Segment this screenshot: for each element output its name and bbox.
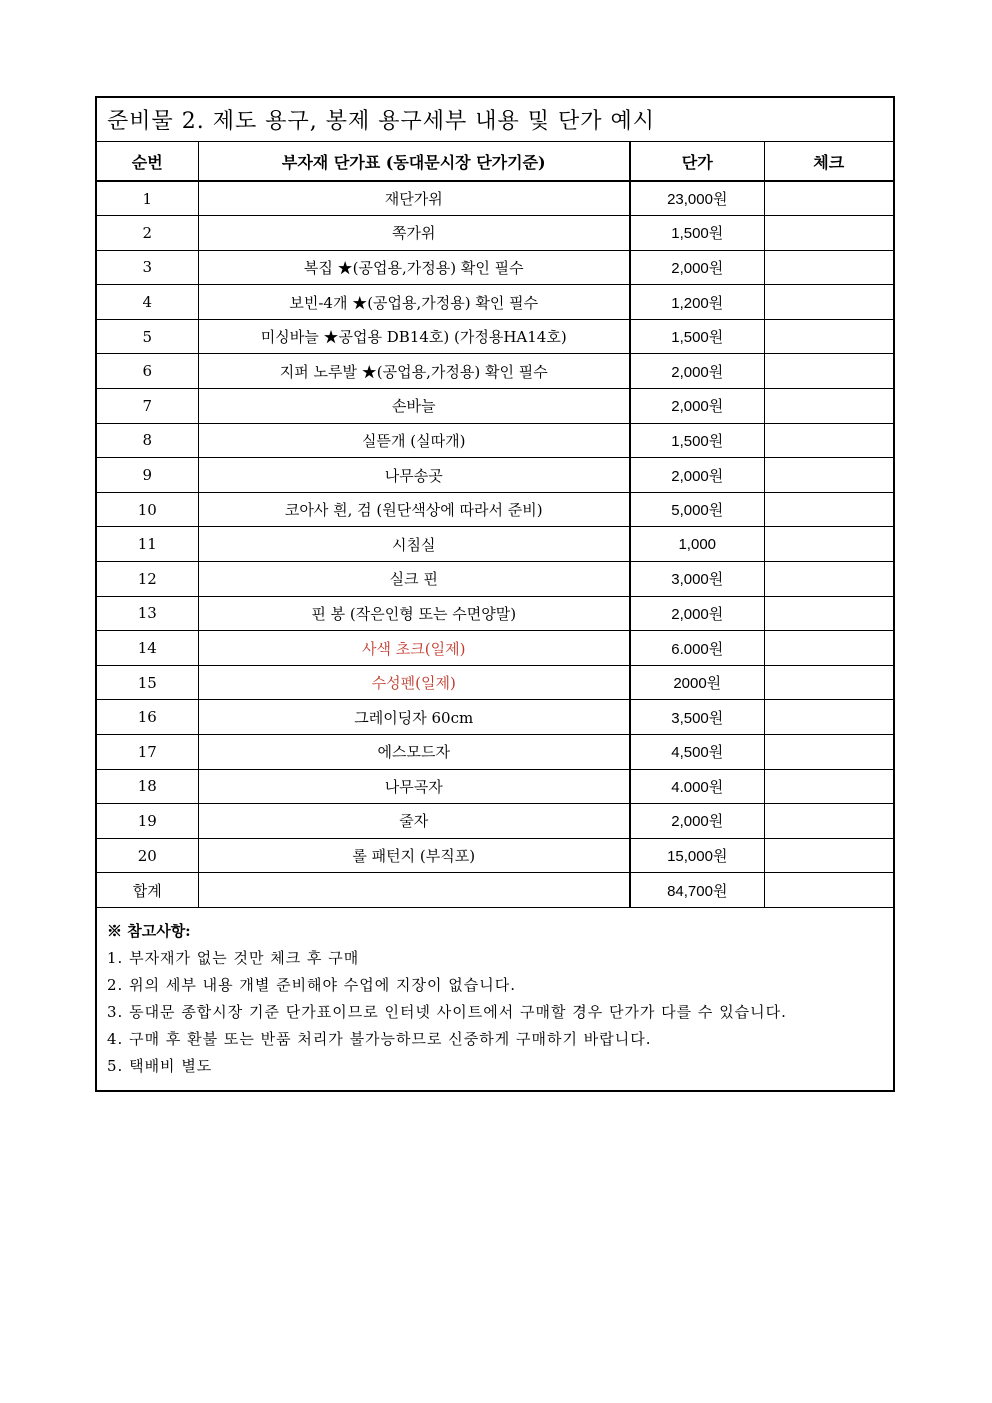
- row-item-name: 보빈-4개 ★(공업용,가정용) 확인 필수: [198, 285, 630, 320]
- row-number: 16: [97, 700, 198, 735]
- row-check-cell[interactable]: [764, 769, 893, 804]
- row-item-name: 미싱바늘 ★공업용 DB14호) (가정용HA14호): [198, 319, 630, 354]
- row-price: 1,200원: [630, 285, 764, 320]
- row-price: 2,000원: [630, 804, 764, 839]
- row-price: 2,000원: [630, 389, 764, 424]
- header-no: 순번: [97, 142, 198, 181]
- row-price: 2000원: [630, 665, 764, 700]
- row-check-cell[interactable]: [764, 354, 893, 389]
- row-check-cell[interactable]: [764, 250, 893, 285]
- row-item-name: 복집 ★(공업용,가정용) 확인 필수: [198, 250, 630, 285]
- row-check-cell[interactable]: [764, 562, 893, 597]
- row-number: 8: [97, 423, 198, 458]
- row-item-name: 실크 핀: [198, 562, 630, 597]
- table-row: [97, 804, 893, 839]
- total-item: [198, 873, 630, 908]
- table-row: [97, 700, 893, 735]
- row-check-cell[interactable]: [764, 804, 893, 839]
- table-row: [97, 423, 893, 458]
- row-price: 23,000원: [630, 181, 764, 216]
- note-line: 1. 부자재가 없는 것만 체크 후 구매: [107, 948, 360, 967]
- row-number: 17: [97, 735, 198, 770]
- row-item-name: 나무곡자: [198, 769, 630, 804]
- table-row: [97, 735, 893, 770]
- table-row: [97, 562, 893, 597]
- table-row: [97, 596, 893, 631]
- row-number: 14: [97, 631, 198, 666]
- row-number: 20: [97, 838, 198, 873]
- row-item-name: 핀 봉 (작은인형 또는 수면양말): [198, 596, 630, 631]
- row-price: 2,000원: [630, 596, 764, 631]
- row-number: 7: [97, 389, 198, 424]
- row-number: 19: [97, 804, 198, 839]
- row-number: 9: [97, 458, 198, 493]
- row-price: 1,500원: [630, 423, 764, 458]
- table-header-row: [97, 142, 893, 181]
- row-item-name: 재단가위: [198, 181, 630, 216]
- table-row: [97, 458, 893, 493]
- row-price: 2,000원: [630, 354, 764, 389]
- row-item-name: 쪽가위: [198, 216, 630, 251]
- row-price: 4,500원: [630, 735, 764, 770]
- table-row: [97, 250, 893, 285]
- notes-title: ※ 참고사항:: [107, 921, 191, 940]
- table-row: [97, 216, 893, 251]
- row-check-cell[interactable]: [764, 319, 893, 354]
- row-check-cell[interactable]: [764, 285, 893, 320]
- header-check: 체크: [764, 142, 893, 181]
- row-check-cell[interactable]: [764, 838, 893, 873]
- note-line: 5. 택배비 별도: [107, 1056, 213, 1075]
- table-row: [97, 354, 893, 389]
- row-price: 1,000: [630, 527, 764, 562]
- row-item-name: 실뜯개 (실따개): [198, 423, 630, 458]
- row-item-name: 사색 초크(일제): [198, 631, 630, 666]
- row-number: 15: [97, 665, 198, 700]
- notes-section: [97, 908, 893, 1090]
- row-number: 13: [97, 596, 198, 631]
- row-check-cell[interactable]: [764, 423, 893, 458]
- row-price: 15,000원: [630, 838, 764, 873]
- table-body: [97, 181, 893, 873]
- total-row: [97, 873, 893, 908]
- row-check-cell[interactable]: [764, 181, 893, 216]
- note-line: 3. 동대문 종합시장 기준 단가표이므로 인터넷 사이트에서 구매할 경우 단가가 다를 수 있습니다.: [107, 1002, 787, 1021]
- total-price: 84,700원: [630, 873, 764, 908]
- row-price: 2,000원: [630, 458, 764, 493]
- row-check-cell[interactable]: [764, 458, 893, 493]
- total-check-cell[interactable]: [764, 873, 893, 908]
- row-item-name: 수성펜(일제): [198, 665, 630, 700]
- row-number: 12: [97, 562, 198, 597]
- row-check-cell[interactable]: [764, 596, 893, 631]
- table-row: [97, 181, 893, 216]
- row-price: 3,000원: [630, 562, 764, 597]
- row-item-name: 손바늘: [198, 389, 630, 424]
- row-item-name: 줄자: [198, 804, 630, 839]
- row-number: 11: [97, 527, 198, 562]
- note-line: 4. 구매 후 환불 또는 반품 처리가 불가능하므로 신중하게 구매하기 바랍니다.: [107, 1029, 652, 1048]
- table-row: [97, 389, 893, 424]
- row-item-name: 나무송곳: [198, 458, 630, 493]
- row-price: 2,000원: [630, 250, 764, 285]
- header-price: 단가: [630, 142, 764, 181]
- table-row: [97, 285, 893, 320]
- row-number: 10: [97, 492, 198, 527]
- row-item-name: 코아사 흰, 검 (원단색상에 따라서 준비): [198, 492, 630, 527]
- row-number: 4: [97, 285, 198, 320]
- row-price: 1,500원: [630, 319, 764, 354]
- table-row: [97, 319, 893, 354]
- row-number: 18: [97, 769, 198, 804]
- row-check-cell[interactable]: [764, 735, 893, 770]
- row-check-cell[interactable]: [764, 492, 893, 527]
- row-item-name: 시침실: [198, 527, 630, 562]
- row-item-name: 지퍼 노루발 ★(공업용,가정용) 확인 필수: [198, 354, 630, 389]
- row-check-cell[interactable]: [764, 665, 893, 700]
- row-number: 6: [97, 354, 198, 389]
- document-title: 준비물 2. 제도 용구, 봉제 용구세부 내용 및 단가 예시: [97, 98, 893, 142]
- row-price: 3,500원: [630, 700, 764, 735]
- row-check-cell[interactable]: [764, 631, 893, 666]
- row-price: 4.000원: [630, 769, 764, 804]
- row-item-name: 에스모드자: [198, 735, 630, 770]
- table-row: [97, 631, 893, 666]
- row-price: 5,000원: [630, 492, 764, 527]
- row-price: 6.000원: [630, 631, 764, 666]
- table-row: [97, 492, 893, 527]
- row-item-name: 롤 패턴지 (부직포): [198, 838, 630, 873]
- header-item: 부자재 단가표 (동대문시장 단가기준): [198, 142, 630, 181]
- row-check-cell[interactable]: [764, 700, 893, 735]
- table-row: [97, 838, 893, 873]
- note-line: 2. 위의 세부 내용 개별 준비해야 수업에 지장이 없습니다.: [107, 975, 517, 994]
- total-label: 합계: [97, 873, 198, 908]
- row-check-cell[interactable]: [764, 216, 893, 251]
- table-row: [97, 769, 893, 804]
- supply-list-document: [95, 96, 895, 1092]
- table-row: [97, 527, 893, 562]
- row-check-cell[interactable]: [764, 527, 893, 562]
- row-price: 1,500원: [630, 216, 764, 251]
- table-row: [97, 665, 893, 700]
- row-item-name: 그레이딩자 60cm: [198, 700, 630, 735]
- row-number: 1: [97, 181, 198, 216]
- row-number: 3: [97, 250, 198, 285]
- row-number: 2: [97, 216, 198, 251]
- parts-price-table: [97, 142, 893, 908]
- row-number: 5: [97, 319, 198, 354]
- row-check-cell[interactable]: [764, 389, 893, 424]
